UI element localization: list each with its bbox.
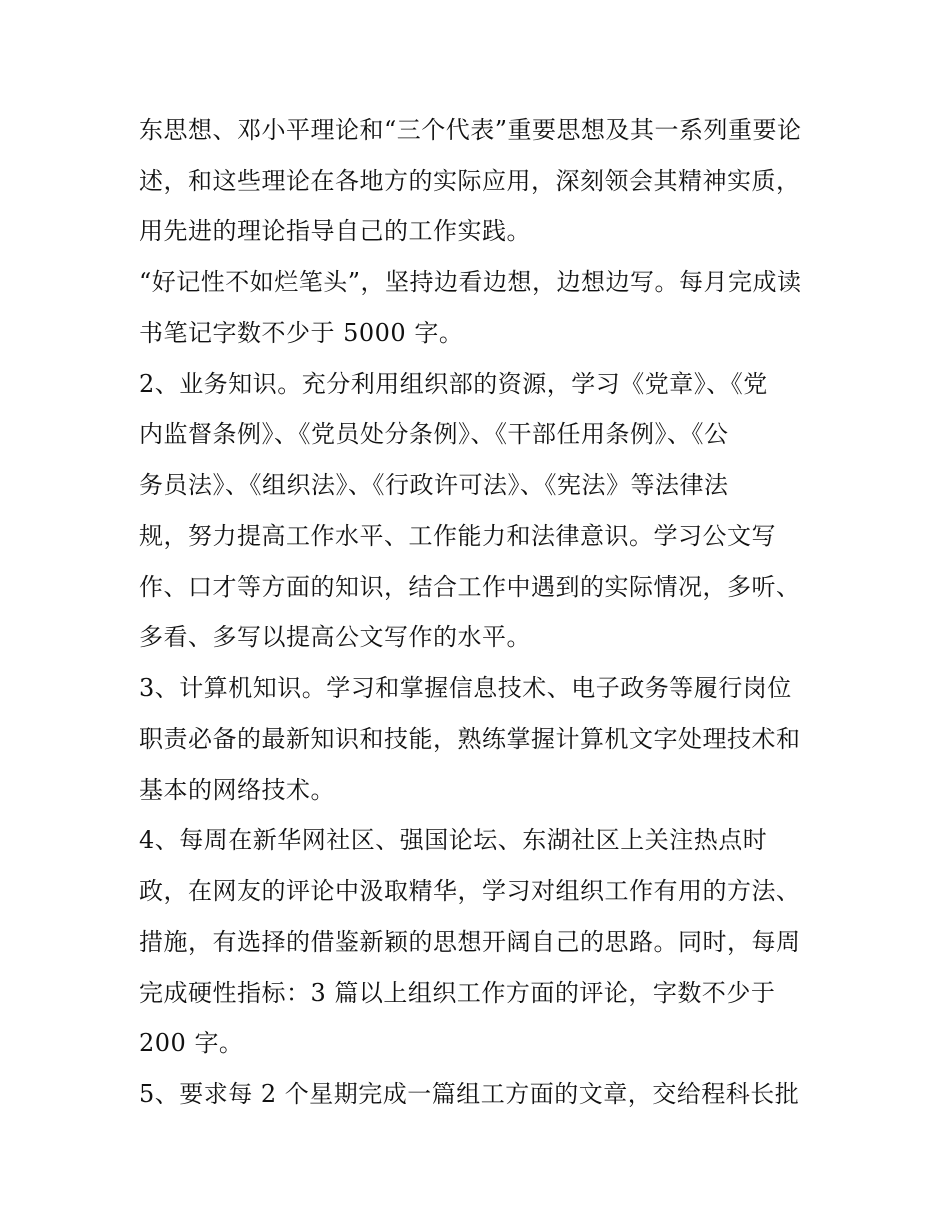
text-line: 措施，有选择的借鉴新颖的思想开阔自己的思路。同时，每周 (139, 928, 801, 956)
text-line: 书笔记字数不少于 5000 字。 (139, 319, 464, 347)
text-line: “好记性不如烂笔头”，坚持边看边想，边想边写。每月完成读 (139, 268, 802, 296)
text-line: 用先进的理论指导自己的工作实践。 (139, 217, 531, 245)
text-line: 3、计算机知识。学习和掌握信息技术、电子政务等履行岗位 (139, 674, 792, 702)
text-line: 4、每周在新华网社区、强国论坛、东湖社区上关注热点时 (139, 826, 768, 854)
text-line: 多看、多写以提高公文写作的水平。 (139, 623, 531, 651)
text-line: 200 字。 (139, 1029, 244, 1057)
text-line: 基本的网络技术。 (139, 776, 335, 804)
text-line: 作、口才等方面的知识，结合工作中遇到的实际情况，多听、 (139, 573, 801, 601)
text-line: 东思想、邓小平理论和“三个代表”重要思想及其一系列重要论 (139, 116, 802, 144)
text-line: 职责必备的最新知识和技能，熟练掌握计算机文字处理技术和 (139, 725, 801, 753)
text-line: 5、要求每 2 个星期完成一篇组工方面的文章，交给程科长批 (139, 1080, 800, 1108)
text-line: 述，和这些理论在各地方的实际应用，深刻领会其精神实质， (139, 167, 801, 195)
text-line: 规，努力提高工作水平、工作能力和法律意识。学习公文写 (139, 522, 776, 550)
text-line: 完成硬性指标：3 篇以上组织工作方面的评论，字数不少于 (139, 979, 776, 1007)
text-line: 2、业务知识。充分利用组织部的资源，学习《党章》、《党 (139, 370, 768, 398)
text-line: 务员法》、《组织法》、《行政许可法》、《宪法》等法律法 (139, 471, 729, 499)
text-line: 内监督条例》、《党员处分条例》、《干部任用条例》、《公 (139, 420, 729, 448)
text-line: 政，在网友的评论中汲取精华，学习对组织工作有用的方法、 (139, 877, 801, 905)
